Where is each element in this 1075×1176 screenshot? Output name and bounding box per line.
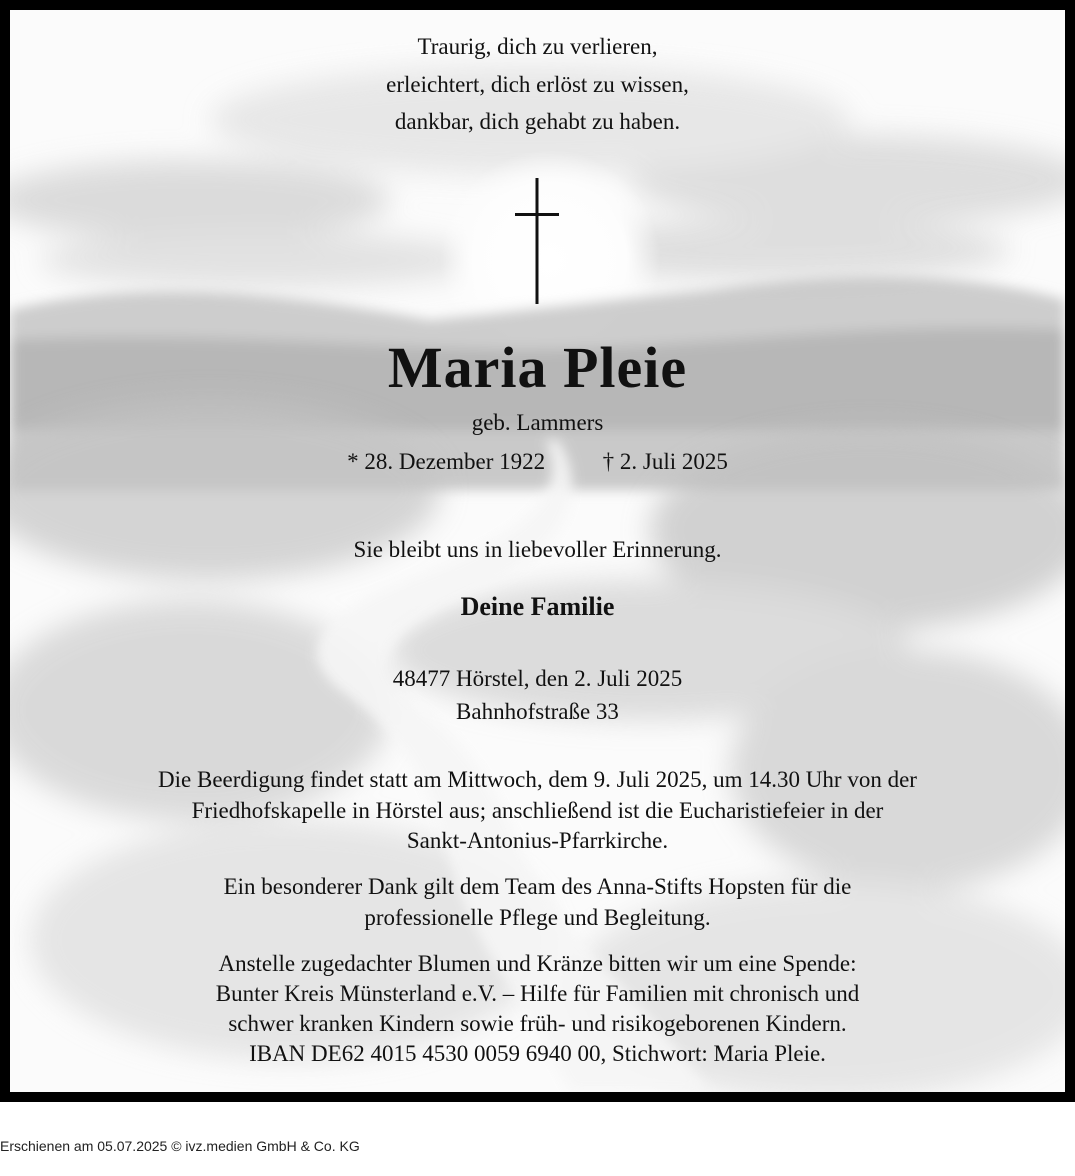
remembrance-text: Sie bleibt uns in liebevoller Erinnerung. (353, 537, 722, 562)
thanks-line: Ein besonderer Dank gilt dem Team des Anna-Stifts Hopsten für die (223, 874, 852, 899)
donation-line: Bunter Kreis Münsterland e.V. – Hilfe für Familien mit chronisch und (215, 981, 860, 1006)
latin-cross-icon (515, 178, 559, 304)
funeral-line: Friedhofskapelle in Hörstel aus; anschließend ist die Eucharistiefeier in der (191, 798, 884, 823)
deceased-name: Maria Pleie (387, 335, 688, 400)
obituary-content (10, 10, 1065, 1092)
signed-by: Deine Familie (460, 592, 615, 621)
address-line: Bahnhofstraße 33 (456, 699, 619, 724)
publication-footer: Erschienen am 05.07.2025 © ivz.medien GmbH & Co. KG (0, 1138, 360, 1154)
funeral-line: Die Beerdigung findet statt am Mittwoch, dem 9. Juli 2025, um 14.30 Uhr von der (158, 767, 917, 792)
donation-line: schwer kranken Kindern sowie früh- und risikogeborenen Kindern. (228, 1011, 847, 1036)
funeral-line: Sankt-Antonius-Pfarrkirche. (406, 828, 669, 853)
thanks-line: professionelle Pflege und Begleitung. (364, 905, 711, 930)
birth-name: geb. Lammers (471, 410, 604, 435)
death-date: † 2. Juli 2025 (602, 449, 728, 474)
motto-line: dankbar, dich gehabt zu haben. (394, 109, 681, 134)
address-line: 48477 Hörstel, den 2. Juli 2025 (392, 666, 683, 691)
life-dates (10, 449, 1065, 475)
birth-date: * 28. Dezember 1922 (347, 449, 546, 474)
donation-line: IBAN DE62 4015 4530 0059 6940 00, Stichwort: Maria Pleie. (249, 1041, 826, 1066)
motto-line: Traurig, dich zu verlieren, (417, 34, 658, 59)
donation-line: Anstelle zugedachter Blumen und Kränze bitten wir um eine Spende: (218, 951, 857, 976)
motto-line: erleichtert, dich erlöst zu wissen, (386, 72, 689, 97)
